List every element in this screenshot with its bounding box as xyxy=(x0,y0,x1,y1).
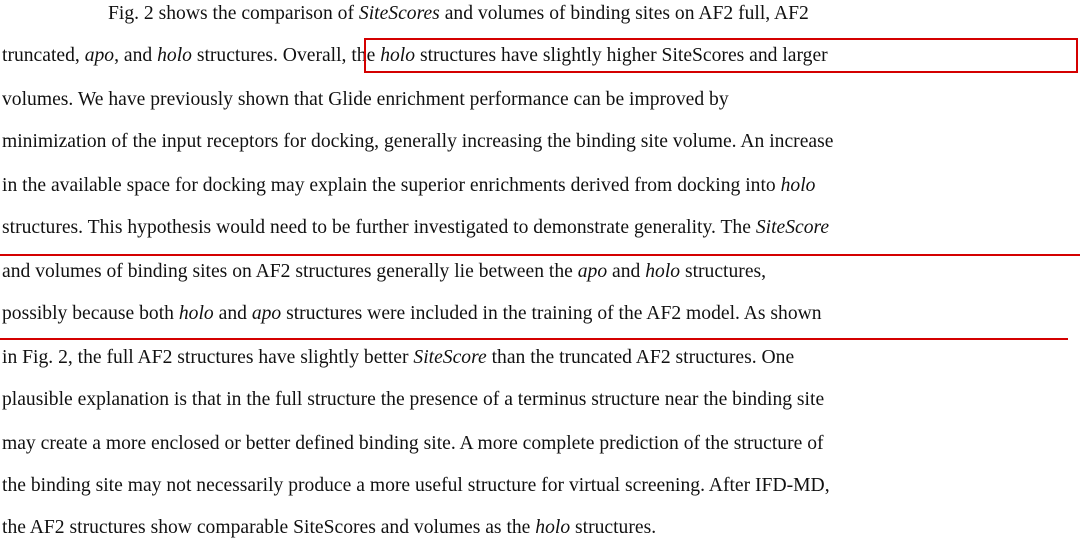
text-segment: and volumes of binding sites on AF2 structures generally lie between the xyxy=(2,261,578,282)
italic-term: holo xyxy=(645,261,681,282)
text-segment: structures, xyxy=(680,261,767,282)
italic-term: apo xyxy=(251,303,282,324)
text-segment: in Fig. 2, the full AF2 structures have slightly better xyxy=(2,347,414,368)
highlight-rule-bottom xyxy=(0,338,1068,340)
text-segment: truncated, xyxy=(2,45,85,66)
text-line xyxy=(2,345,794,371)
text-line xyxy=(2,129,833,155)
italic-term: holo xyxy=(380,45,416,66)
text-line xyxy=(2,259,766,285)
text-segment: Fig. 2 shows the comparison of xyxy=(108,3,359,24)
text-segment: may create a more enclosed or better defined binding site. A more complete prediction of the structure of xyxy=(2,433,824,454)
text-segment: in the available space for docking may explain the superior enrichments derived from docking into xyxy=(2,175,781,196)
text-segment: minimization of the input receptors for docking, generally increasing the binding site volume. An increase xyxy=(2,131,834,152)
text-line xyxy=(2,387,824,413)
text-segment: structures. This hypothesis would need to be further investigated to demonstrate generality. The xyxy=(2,217,756,238)
italic-term: holo xyxy=(780,175,816,196)
text-segment: structures were included in the training of the AF2 model. As shown xyxy=(281,303,822,324)
text-segment: possibly because both xyxy=(2,303,179,324)
italic-term: apo xyxy=(577,261,608,282)
text-line xyxy=(2,473,830,499)
text-line xyxy=(2,431,824,457)
text-segment: and xyxy=(607,261,646,282)
text-segment: and volumes of binding sites on AF2 full, AF2 xyxy=(439,3,809,24)
text-line xyxy=(2,215,829,241)
italic-term: SiteScore xyxy=(413,347,487,368)
text-segment: plausible explanation is that in the full structure the presence of a terminus structure near the binding site xyxy=(2,389,825,410)
text-segment: structures. Overall, the xyxy=(191,45,381,66)
highlight-rule-top xyxy=(0,254,1080,256)
italic-term: holo xyxy=(535,517,571,538)
text-line xyxy=(2,87,729,113)
text-line xyxy=(2,173,815,199)
text-segment: and xyxy=(213,303,252,324)
text-segment: volumes. We have previously shown that Glide enrichment performance can be improved by xyxy=(2,89,729,110)
italic-term: SiteScores xyxy=(358,3,440,24)
text-segment: structures have slightly higher SiteScores and larger xyxy=(415,45,828,66)
text-line xyxy=(2,301,822,327)
text-segment: the AF2 structures show comparable SiteScores and volumes as the xyxy=(2,517,536,538)
text-segment: structures. xyxy=(570,517,657,538)
highlight-box xyxy=(364,38,1078,73)
text-segment: than the truncated AF2 structures. One xyxy=(486,347,795,368)
text-segment: the binding site may not necessarily produce a more useful structure for virtual screening. After IFD-MD, xyxy=(2,475,830,496)
italic-term: holo xyxy=(178,303,214,324)
text-line xyxy=(108,1,809,27)
text-segment: , and xyxy=(114,45,158,66)
italic-term: apo xyxy=(84,45,115,66)
italic-term: holo xyxy=(157,45,192,66)
italic-term: SiteScore xyxy=(755,217,830,238)
text-line xyxy=(2,515,656,541)
